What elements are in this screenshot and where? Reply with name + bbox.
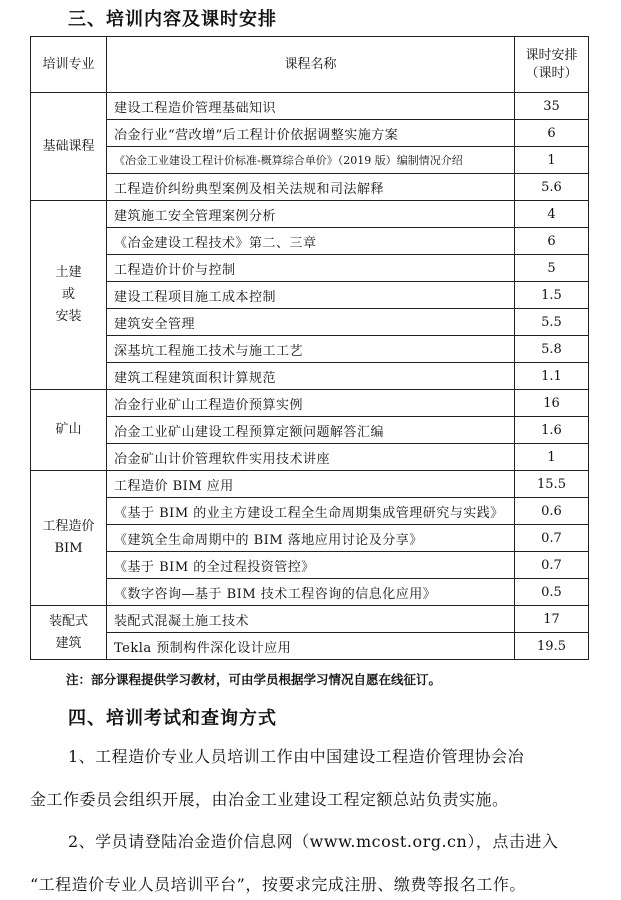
- major-label-line: 基础课程: [42, 138, 95, 154]
- hours-cell: 6: [515, 228, 589, 255]
- course-name-cell: 《基于 BIM 的全过程投资管控》: [107, 552, 515, 579]
- course-name-cell: 《建筑全生命周期中的 BIM 落地应用讨论及分享》: [107, 525, 515, 552]
- hours-cell: 0.5: [515, 579, 589, 606]
- section3-title: 三、培训内容及课时安排: [68, 9, 277, 30]
- hours-cell: 0.6: [515, 498, 589, 525]
- major-cell: [31, 390, 107, 471]
- section4-title: 四、培训考试和查询方式: [68, 708, 277, 729]
- hours-cell: 35: [515, 93, 589, 120]
- paragraph-2-line-1: 2、学员请登陆冶金造价信息网（www.mcost.org.cn），点击进入: [68, 832, 559, 851]
- table-row: [31, 417, 589, 444]
- table-row: [31, 201, 589, 228]
- course-name-cell: 装配式混凝土施工技术: [107, 606, 515, 633]
- table-row: [31, 120, 589, 147]
- course-name-cell: 建筑施工安全管理案例分析: [107, 201, 515, 228]
- major-label-line: 工程造价: [42, 519, 95, 534]
- table-row: [31, 444, 589, 471]
- hours-cell: 5.5: [515, 309, 589, 336]
- course-name-cell: 《数字咨询—基于 BIM 技术工程咨询的信息化应用》: [107, 579, 515, 606]
- table-row: [31, 390, 589, 417]
- course-name-cell: 冶金矿山计价管理软件实用技术讲座: [107, 444, 515, 471]
- course-name-cell: 深基坑工程施工技术与施工工艺: [107, 336, 515, 363]
- header-major: 培训专业: [31, 37, 107, 93]
- hours-cell: 19.5: [515, 633, 589, 660]
- hours-cell: 1.6: [515, 417, 589, 444]
- table-row: [31, 282, 589, 309]
- course-name-cell: Tekla 预制构件深化设计应用: [107, 633, 515, 660]
- course-name-cell: 建筑安全管理: [107, 309, 515, 336]
- hours-cell: 6: [515, 120, 589, 147]
- table-row: [31, 228, 589, 255]
- major-label-line: 装配式: [48, 613, 88, 629]
- course-name-cell: 建设工程造价管理基础知识: [107, 93, 515, 120]
- table-row: [31, 93, 589, 120]
- course-name-cell: 工程造价计价与控制: [107, 255, 515, 282]
- table-note: 注：部分课程提供学习教材，可由学员根据学习情况自愿在线征订。: [66, 672, 442, 687]
- header-hours: [515, 37, 589, 93]
- course-name-cell: 工程造价纠纷典型案例及相关法规和司法解释: [107, 174, 515, 201]
- paragraph-1-line-1: 1、工程造价专业人员培训工作由中国建设工程造价管理协会冶: [68, 747, 525, 766]
- course-name-cell: 建筑工程建筑面积计算规范: [107, 363, 515, 390]
- hours-cell: 4: [515, 201, 589, 228]
- table-row: [31, 174, 589, 201]
- major-label-line: 安装: [55, 309, 82, 324]
- major-label-line: 土建: [55, 265, 82, 280]
- major-cell: [31, 606, 107, 660]
- table-row: [31, 633, 589, 660]
- hours-cell: 1.1: [515, 363, 589, 390]
- table-row: [31, 579, 589, 606]
- major-label-line: BIM: [54, 541, 83, 556]
- header-hours-line2: （课时）: [525, 65, 578, 81]
- course-name-cell: 建设工程项目施工成本控制: [107, 282, 515, 309]
- table-body: [31, 93, 589, 660]
- major-label-line: 矿山: [55, 422, 82, 437]
- hours-cell: 15.5: [515, 471, 589, 498]
- hours-cell: 0.7: [515, 525, 589, 552]
- table-row: [31, 525, 589, 552]
- major-cell: [31, 471, 107, 606]
- hours-cell: 17: [515, 606, 589, 633]
- table-row: [31, 363, 589, 390]
- table-row: [31, 498, 589, 525]
- course-name-cell: 《基于 BIM 的业主方建设工程全生命周期集成管理研究与实践》: [107, 498, 515, 525]
- header-course: 课程名称: [107, 37, 515, 93]
- table-row: [31, 471, 589, 498]
- table-row: [31, 606, 589, 633]
- major-label-line: 建筑: [55, 635, 82, 651]
- hours-cell: 5: [515, 255, 589, 282]
- major-label-line: 或: [61, 287, 75, 302]
- course-name-cell: 《冶金工业建设工程计价标准-概算综合单价》（2019 版）编制情况介绍: [107, 147, 515, 174]
- hours-cell: 5.6: [515, 174, 589, 201]
- paragraph-1-line-2: 金工作委员会组织开展，由冶金工业建设工程定额总站负责实施。: [30, 790, 509, 809]
- hours-cell: 16: [515, 390, 589, 417]
- course-name-cell: 冶金行业“营改增”后工程计价依据调整实施方案: [107, 120, 515, 147]
- table-row: [31, 552, 589, 579]
- course-name-cell: 工程造价 BIM 应用: [107, 471, 515, 498]
- hours-cell: 5.8: [515, 336, 589, 363]
- paragraph-2-line-2: “工程造价专业人员培训平台”，按要求完成注册、缴费等报名工作。: [30, 875, 526, 894]
- table-row: [31, 309, 589, 336]
- hours-cell: 1: [515, 444, 589, 471]
- table-header-row: [31, 37, 589, 93]
- table-row: [31, 255, 589, 282]
- major-cell: [31, 201, 107, 390]
- course-name-cell: 冶金行业矿山工程造价预算实例: [107, 390, 515, 417]
- major-cell: [31, 93, 107, 201]
- hours-cell: 0.7: [515, 552, 589, 579]
- course-schedule-table: [30, 36, 589, 660]
- course-name-cell: 《冶金建设工程技术》第二、三章: [107, 228, 515, 255]
- header-hours-line1: 课时安排: [525, 47, 578, 63]
- table-row: [31, 336, 589, 363]
- course-name-cell: 冶金工业矿山建设工程预算定额问题解答汇编: [107, 417, 515, 444]
- table-row: [31, 147, 589, 174]
- hours-cell: 1.5: [515, 282, 589, 309]
- hours-cell: 1: [515, 147, 589, 174]
